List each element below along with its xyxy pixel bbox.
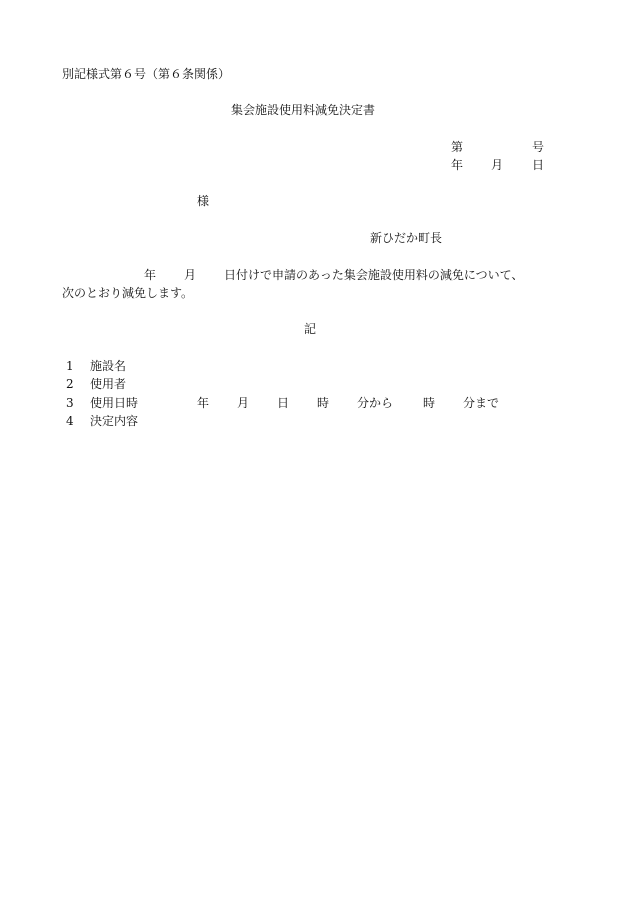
item-label-facility: 施設名 <box>90 359 127 373</box>
document-title: 集会施設使用料減免決定書 <box>231 103 376 117</box>
usage-year: 年 <box>197 396 210 410</box>
usage-day: 日 <box>277 396 290 410</box>
item-label-user: 使用者 <box>90 377 127 391</box>
issuer: 新ひだか町長 <box>370 231 443 245</box>
ki-heading: 記 <box>304 322 317 336</box>
usage-month: 月 <box>237 396 250 410</box>
item-label-decision: 決定内容 <box>90 414 139 428</box>
doc-number-suffix: 号 <box>532 140 545 154</box>
usage-hour-end: 時 <box>423 396 436 410</box>
body-year: 年 <box>144 268 157 282</box>
usage-minute-from: 分から <box>357 396 394 410</box>
item-number: 4 <box>66 414 74 428</box>
item-number: 2 <box>66 377 74 391</box>
usage-hour-start: 時 <box>317 396 330 410</box>
item-label-datetime: 使用日時 <box>90 396 139 410</box>
item-number: 3 <box>66 396 74 410</box>
body-month: 月 <box>184 268 197 282</box>
body-line2: 次のとおり減免します。 <box>62 286 194 300</box>
body-line1-rest: 日付けで申請のあった集会施設使用料の減免について、 <box>224 268 524 282</box>
usage-minute-to: 分まで <box>463 396 500 410</box>
doc-number-prefix: 第 <box>451 140 464 154</box>
item-number: 1 <box>66 359 74 373</box>
addressee-suffix: 様 <box>197 194 210 208</box>
form-label: 別記様式第６号（第６条関係） <box>62 67 231 81</box>
date-month: 月 <box>491 158 504 172</box>
date-year: 年 <box>451 158 464 172</box>
date-day: 日 <box>532 158 545 172</box>
